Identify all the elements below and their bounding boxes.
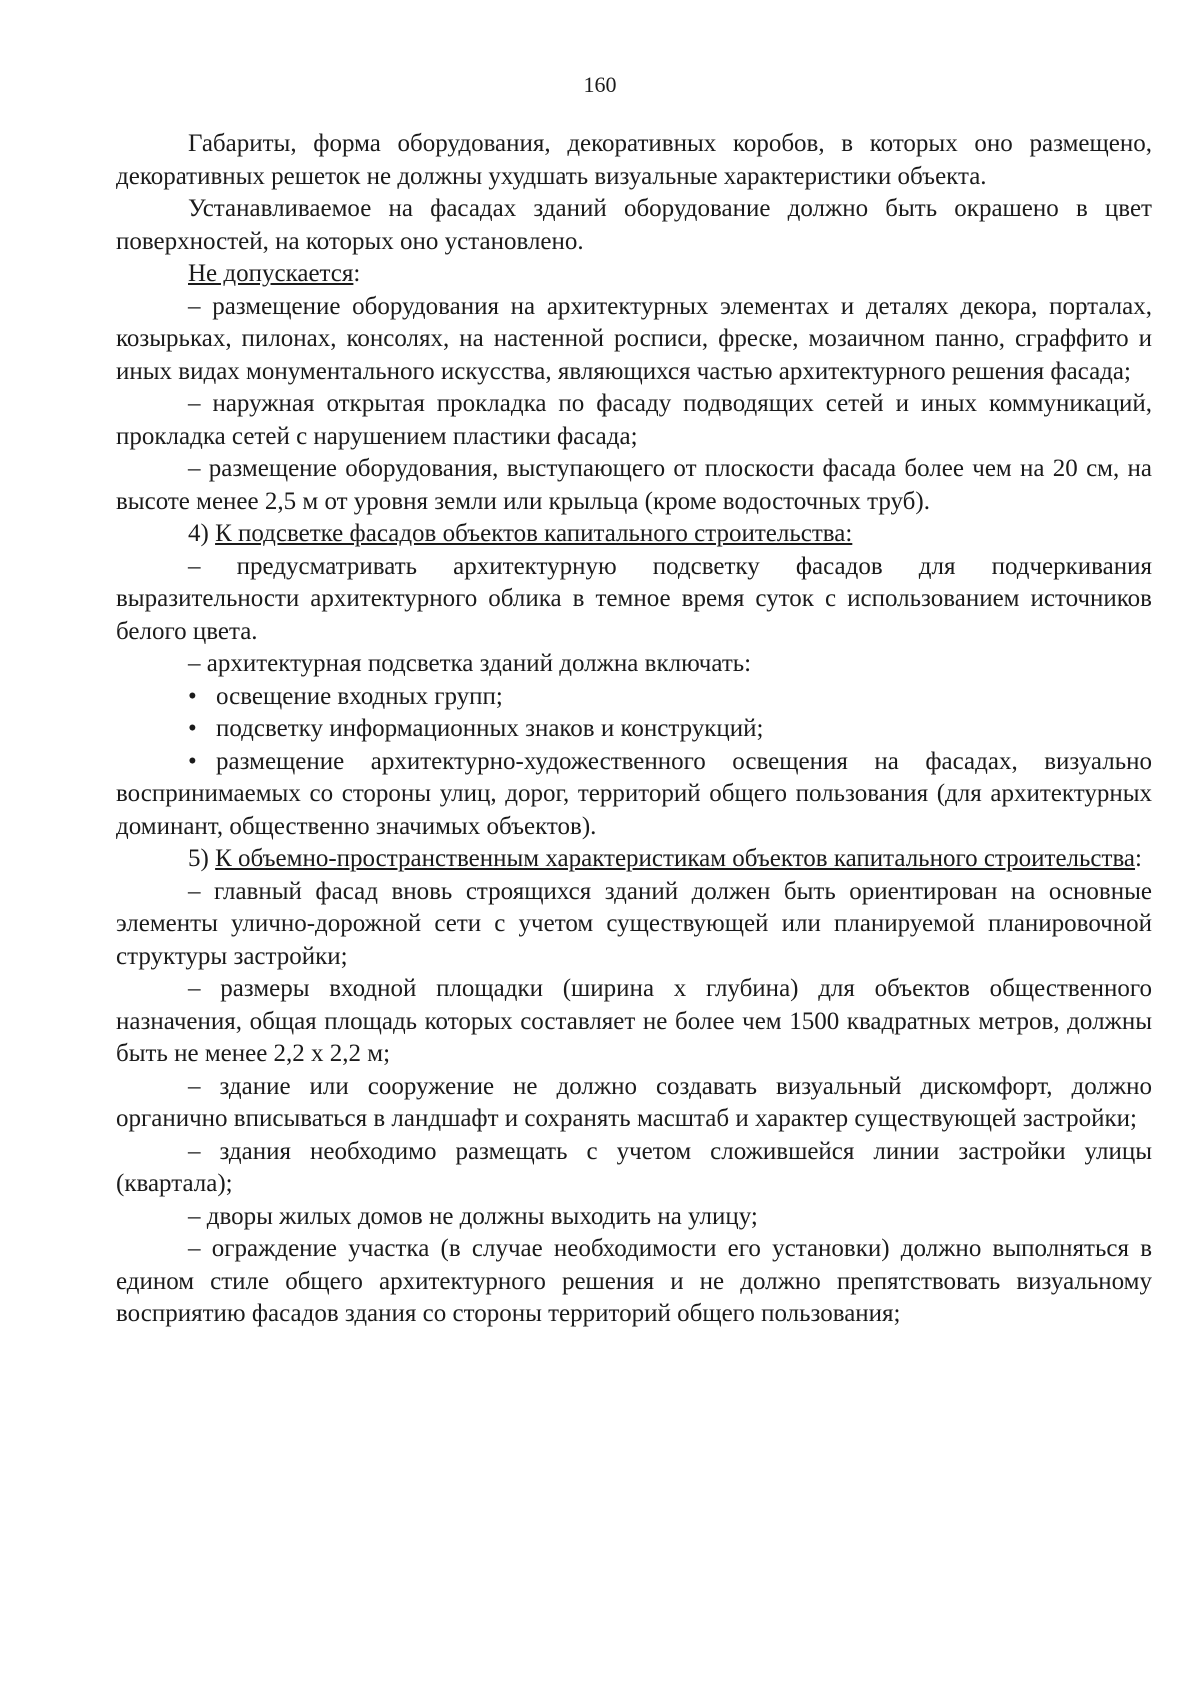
bullet-item (116, 713, 1152, 746)
bullet-text: освещение входных групп; (216, 682, 503, 710)
list-item: – здания необходимо размещать с учетом сложившейся линии застройки улицы (квартала); (116, 1137, 1152, 1197)
section-number: 4) (188, 520, 216, 547)
section-4-heading (116, 518, 1152, 551)
bullet-text: размещение архитектурно-художественного освещения на фасадах, визуально воспринимаемых со стороны улиц, дорог, территорий общего пользования (для архитектурных доминант, общественно значимых объектов). (116, 747, 1152, 840)
colon: : (353, 260, 361, 287)
prohibited-heading-text: Не допускается (188, 260, 354, 287)
section-5-title: К объемно-пространственным характеристикам объектов капитального строительства (215, 845, 1136, 872)
bullet-icon: • (188, 747, 197, 775)
list-item: – наружная открытая прокладка по фасаду подводящих сетей и иных коммуникаций, прокладка сетей с нарушением пластики фасада; (116, 390, 1152, 450)
list-item: – предусматривать архитектурную подсветку фасадов для подчеркивания выразительности архитектурного облика в темное время суток с использованием источников белого цвета. (116, 552, 1152, 645)
paragraph: Устанавливаемое на фасадах зданий оборудование должно быть окрашено в цвет поверхностей, на которых оно установлено. (116, 195, 1152, 255)
prohibited-heading (116, 258, 1152, 291)
list-item: – ограждение участка (в случае необходимости его установки) должно выполняться в едином стиле общего архитектурного решения и не должно препятствовать визуальному восприятию фасадов здания со стороны территорий общего пользования; (116, 1235, 1152, 1327)
list-item: – размещение оборудования на архитектурных элементах и деталях декора, порталах, козырьках, пилонах, консолях, на настенной росписи, фреске, мозаичном панно, сграффито и иных видах монументального искусства, являющихся частью архитектурного решения фасада; (116, 292, 1152, 385)
bullet-icon: • (188, 682, 197, 710)
page-number: 160 (583, 72, 617, 97)
section-4-title: К подсветке фасадов объектов капитального строительства: (215, 520, 853, 547)
paragraph: Габариты, форма оборудования, декоративных коробов, в которых оно размещено, декоративных решеток не должны ухудшать визуальные характеристики объекта. (116, 130, 1152, 190)
bullet-icon: • (188, 715, 197, 742)
section-number: 5) (188, 845, 216, 872)
list-item: – здание или сооружение не должно создавать визуальный дискомфорт, должно органично вписываться в ландшафт и сохранять масштаб и характер существующей застройки; (116, 1072, 1152, 1132)
bullet-item (116, 681, 1152, 714)
list-item: – размеры входной площадки (ширина х глубина) для объектов общественного назначения, общая площадь которых составляет не более чем 1500 квадратных метров, должны быть не менее 2,2 х 2,2 м; (116, 975, 1152, 1067)
list-item: – архитектурная подсветка зданий должна включать: (188, 650, 752, 677)
bullet-text: подсветку информационных знаков и конструкций; (216, 715, 764, 742)
list-item: – главный фасад вновь строящихся зданий должен быть ориентирован на основные элементы улично-дорожной сети с учетом существующей или планируемой планировочной структуры застройки; (116, 877, 1152, 970)
colon: : (1135, 845, 1142, 872)
list-item: – дворы жилых домов не должны выходить на улицу; (188, 1202, 758, 1230)
document-body (116, 128, 1152, 1331)
list-item: – размещение оборудования, выступающего от плоскости фасада более чем на 20 см, на высоте менее 2,5 м от уровня земли или крыльца (кроме водосточных труб). (116, 455, 1152, 515)
bullet-item (116, 746, 1152, 844)
section-5-heading (116, 843, 1152, 876)
